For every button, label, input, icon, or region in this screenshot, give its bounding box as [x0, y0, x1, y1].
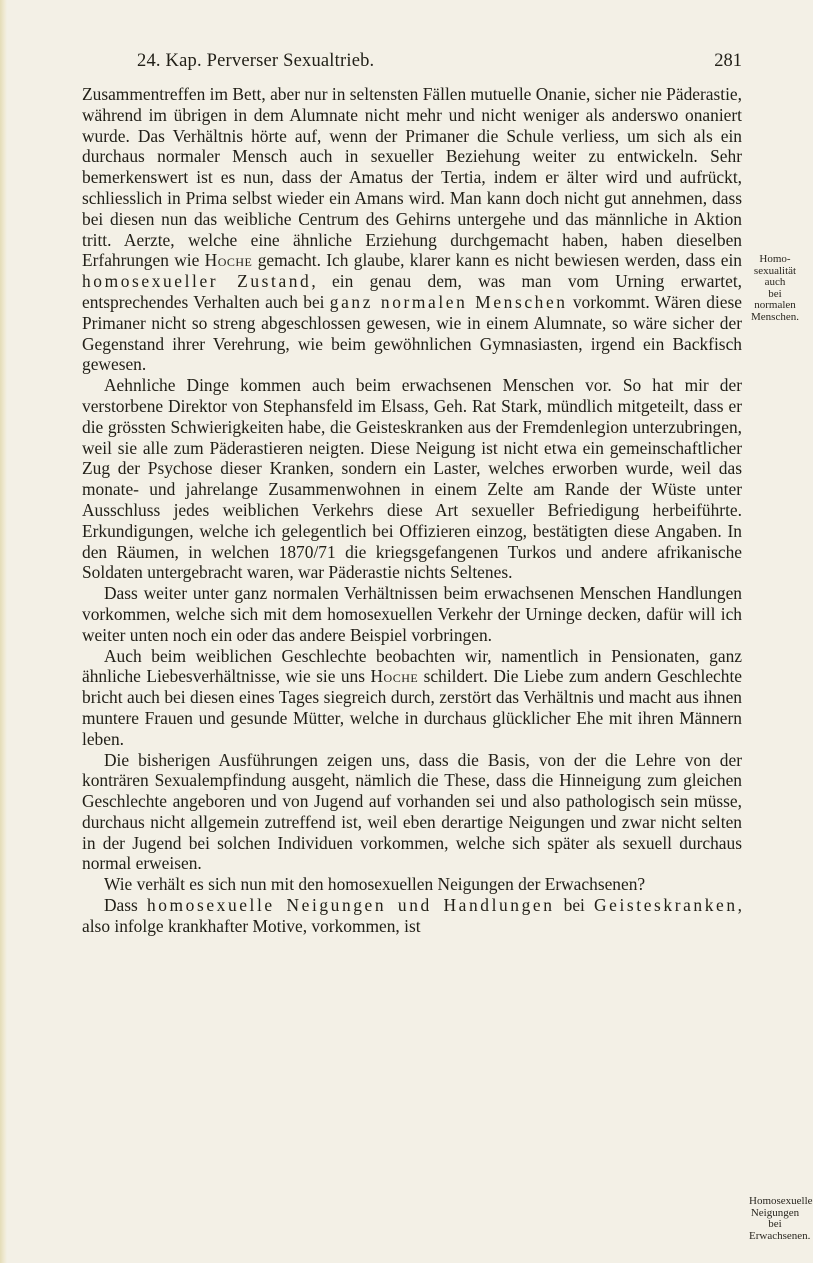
text-run: Dass weiter unter ganz normalen Verhältnissen beim erwachsenen Menschen Handlungen vorkommen, welche sich mit dem homosexuellen Verkehr der Urninge decken, dafür will ich weiter unten noch ein oder das andere Beispiel vorbringen.	[82, 583, 742, 645]
emphasized-text: ganz normalen Menschen	[329, 291, 568, 312]
margin-note-line: Neigungen bei	[750, 1206, 800, 1230]
author-name: Hoche	[370, 666, 419, 687]
emphasized-text: homosexuelle Neigungen und Handlungen	[146, 895, 555, 916]
text-run: Zusammentreffen im Bett, aber nur in seltensten Fällen mutuelle Onanie, sicher nie Päderastie, während im übrigen in dem Alumnate nicht mehr und nicht weniger als anderswo onaniert wurde. Das Verhältnis hörte auf, wenn der Primaner die Schule verliess, um sich als ein durchaus normaler Mensch auch in sexueller Beziehung weiter zu entwickeln. Sehr bemerkenswert ist es nun, dass der Amatus der Tertia, indem er älter wird und aufrückt, schliesslich in Prima selbst wieder ein Amans wird. Man kann doch nicht gut annehmen, dass bei diesen nun das weibliche Centrum des Gehirns untergehe und das männliche in Aktion tritt. Aerzte, welche eine ähnliche Erziehung durchgemacht haben, haben dieselben Erfahrungen wie	[82, 84, 742, 271]
margin-note	[749, 254, 801, 323]
paragraph	[82, 895, 742, 937]
text-run: , ein genau dem, was man vom Urning erwartet, entsprechendes Verhalten auch bei	[82, 271, 742, 312]
chapter-title: 24. Kap. Perverser Sexualtrieb.	[137, 51, 375, 71]
emphasized-text: Geisteskranken	[594, 895, 738, 916]
margin-note-line: Homo-	[759, 253, 791, 265]
text-run: Wie verhält es sich nun mit den homosexuellen Neigungen der Erwachsenen?	[104, 874, 646, 895]
text-run: Aehnliche Dinge kommen auch beim erwachsenen Menschen vor. So hat mir der verstorbene Direktor von Stephansfeld im Elsass, Geh. Rat Stark, mündlich mitgeteilt, dass er die grössten Schwierigkeiten habe, die Geisteskranken aus der Fremdenlegion unterzubringen, weil sie alle zum Päderastieren neigten. Diese Neigung ist nicht etwa ein gemeinschaftlicher Zug der Psychose dieser Kranken, sondern ein Laster, welches erworben wurde, weil das monate- und jahrelange Zusammenwohnen in einem Zelte am Rande der Wüste unter Ausschluss jedes weiblichen Verkehrs diese Art sexueller Befriedigung herbeiführte. Erkundigungen, welche ich gelegentlich bei Offizieren einzog, bestätigten diese Angaben. In den Räumen, in welchen 1870/71 die kriegsgefangenen Turkos und andere afrikanische Soldaten untergebracht waren, war Päderastie nichts Seltenes.	[82, 375, 742, 583]
margin-note	[749, 1195, 813, 1242]
paragraph	[82, 750, 742, 875]
paragraph	[82, 646, 742, 750]
margin-note-line: sexualität auch	[753, 264, 797, 288]
paragraph	[82, 874, 742, 895]
paragraph	[82, 583, 742, 645]
page-edge-shading	[0, 0, 7, 1263]
text-run: , also infolge krankhafter Motive, vorkommen, ist	[82, 895, 742, 936]
running-header	[137, 49, 742, 73]
text-run: schildert. Die Liebe zum andern Geschlechte bricht auch bei diesen eines Tages siegreich durch, zerstört das Verhältnis und macht aus ihnen muntere Frauen und gesunde Mütter, welche in durchaus glücklicher Ehe mit ihren Männern leben.	[82, 666, 743, 749]
page-number: 281	[714, 51, 742, 71]
text-run: vorkommt. Wären diese Primaner nicht so streng abgeschlossen gewesen, wie in einem Alumnate, so wäre sicher der Gegenstand ihrer Verehrung, wie beim gewöhnlichen Gymnasiasten, irgend ein Backfisch gewesen.	[82, 291, 743, 375]
emphasized-text: homosexueller Zustand	[82, 271, 312, 292]
text-run: Die bisherigen Ausführungen zeigen uns, dass die Basis, von der die Lehre von der konträren Sexualempfindung ausgeht, nämlich die These, dass die Hinneigung zum gleichen Geschlechte angeboren und von Jugend auf vorhanden sei und also pathologisch sein müsse, durchaus nicht allgemein zutreffend ist, weil eben derartige Neigungen und zwar nicht selten in der Jugend bei solchen Individuen vorkommen, welche sich später als sexuell durchaus normal erweisen.	[82, 749, 742, 874]
margin-note-line: bei normalen	[754, 287, 796, 311]
author-name: Hoche	[204, 250, 253, 271]
text-run: Dass	[104, 895, 147, 916]
margin-note-line: Menschen.	[751, 310, 799, 323]
text-run: bei	[554, 895, 595, 916]
text-run: gemacht. Ich glaube, klarer kann es nicht bewiesen werden, dass ein	[252, 250, 743, 271]
margin-note-line: Erwachsenen.	[749, 1229, 811, 1242]
text-run: Auch beim weiblichen Geschlechte beobachten wir, namentlich in Pensionaten, ganz ähnliche Liebesverhältnisse, wie sie uns	[82, 645, 742, 687]
margin-note-line: Homosexuelle	[749, 1195, 813, 1207]
paragraph	[82, 84, 742, 375]
paragraph	[82, 375, 742, 583]
body-text	[82, 84, 742, 937]
